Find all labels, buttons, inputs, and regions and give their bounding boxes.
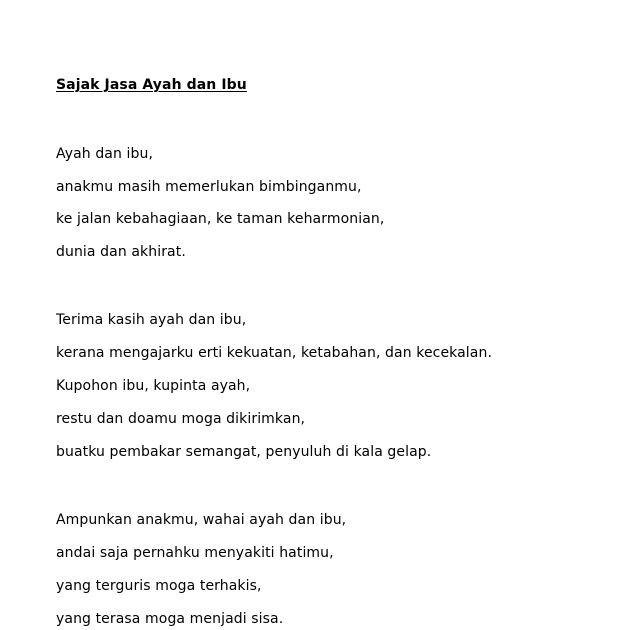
poem-title: Sajak Jasa Ayah dan Ibu [56,77,247,93]
poem-line: Ayah dan ibu, [56,146,154,162]
poem-line: Kupohon ibu, kupinta ayah, [56,378,251,394]
poem-line: andai saja pernahku menyakiti hatimu, [56,545,334,561]
poem-line: yang terguris moga terhakis, [56,578,262,594]
poem-line: Terima kasih ayah dan ibu, [56,312,247,328]
poem-line: Ampunkan anakmu, wahai ayah dan ibu, [56,512,347,528]
poem-line: dunia dan akhirat. [56,244,186,260]
poem-line: yang terasa moga menjadi sisa. [56,611,284,627]
poem-line: anakmu masih memerlukan bimbinganmu, [56,179,362,195]
poem-line: restu dan doamu moga dikirimkan, [56,411,306,427]
poem-line: ke jalan kebahagiaan, ke taman keharmonian, [56,211,385,227]
poem-line: buatku pembakar semangat, penyuluh di kala gelap. [56,444,432,460]
poem-line: kerana mengajarku erti kekuatan, ketabahan, dan kecekalan. [56,345,492,361]
